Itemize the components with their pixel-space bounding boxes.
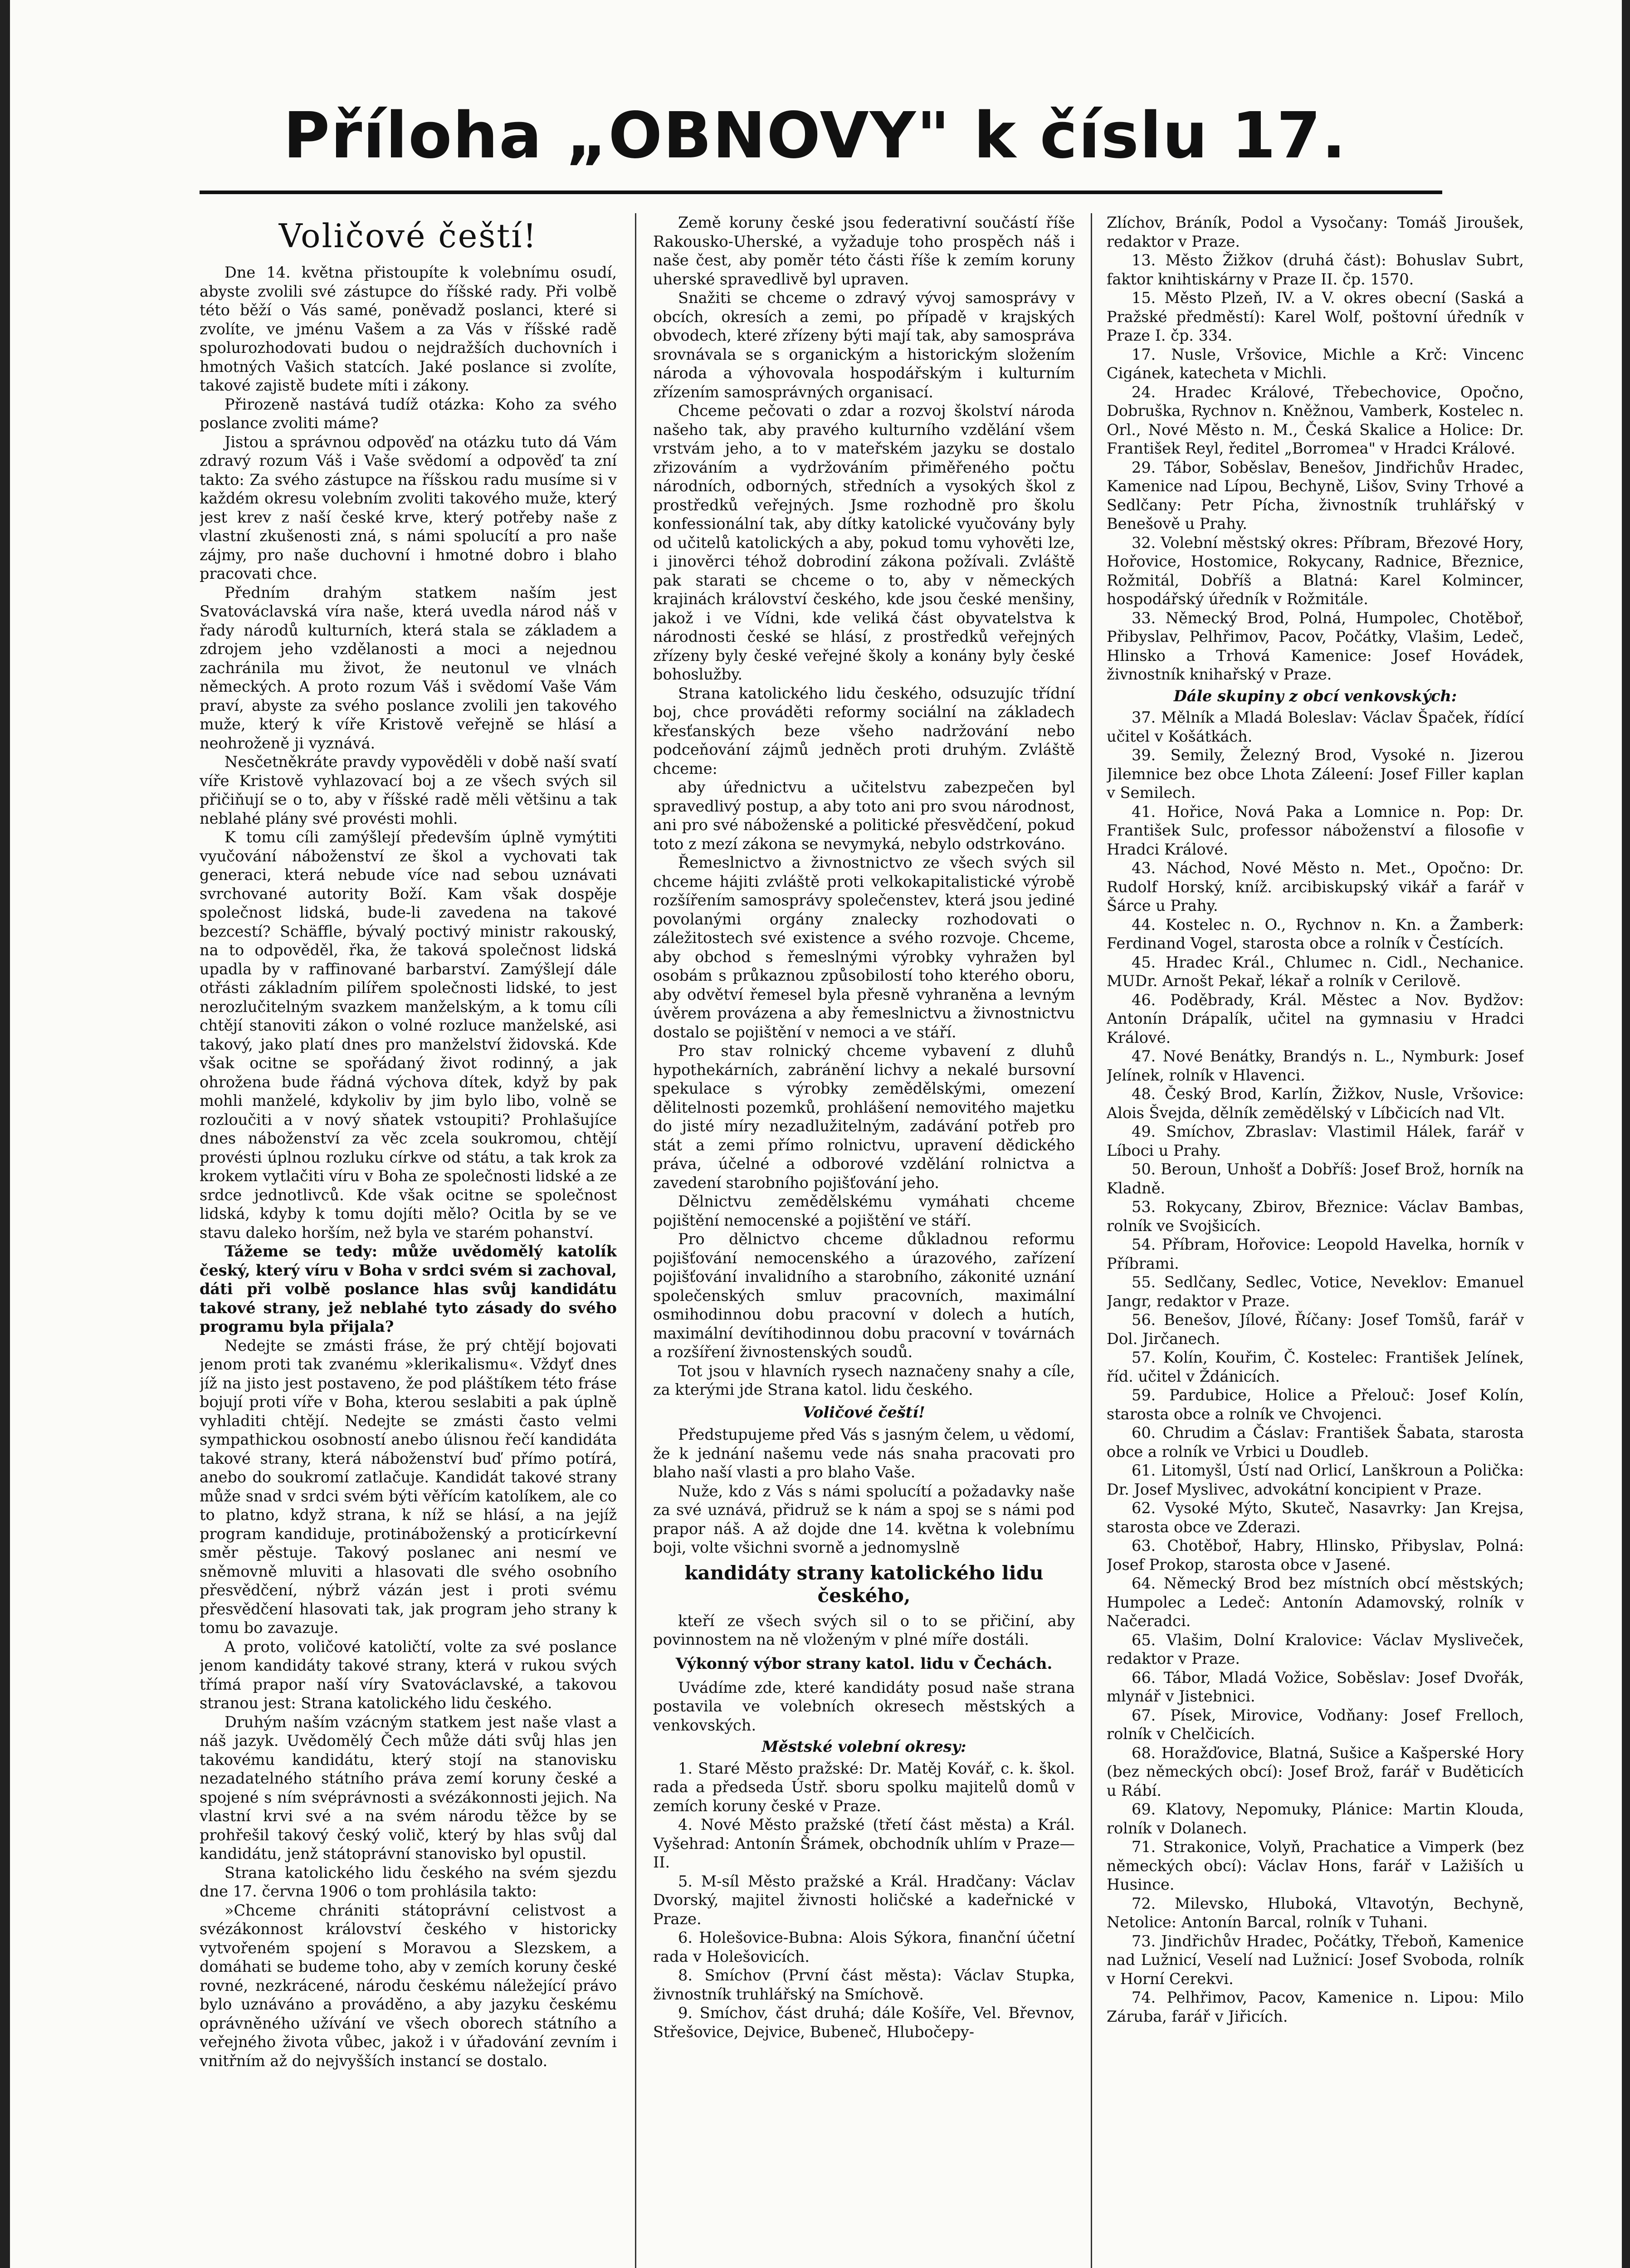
paragraph: Řemeslnictvo a živnostnictvo ze všech svých sil chceme hájiti zvláště proti velkokapitalistické výrobě rozšířením samosprávy společenstev, která jsou jediné povolanými orgány znalecky rozhodovati o záležitostech své existence a svého rozvoje. Chceme, aby obchod s řemeslnými výrobky vyhražen byl osobám s průkaznou způsobilostí toho kterého oboru, aby odvětví řemesel byla přesně vyhraněna a levným úvěrem provázena a aby řemeslnictvu a živnostnictvu dostalo se pojištění v nemoci a ve stáří. (653, 854, 1075, 1041)
paragraph: Dělnictvu zemědělskému vymáhati chceme pojištění nemocenské a pojištění ve stáří. (653, 1193, 1075, 1229)
article-title: Voličové čeští! (278, 217, 538, 255)
paragraph: K tomu cíli zamýšlejí především úplně vymýtiti vyučování náboženství ze škol a vychovati tak generaci, která nebude více nad sebou uznávati svrchované autority Boží. Kam však dospěje společnost lidská, bude-li zavedena na takové bezcestí? Schäffle, bývalý poctivý ministr rakouský, na to odpověděl, řka, že taková společnost lidská upadla by v raffinované barbarství. Zamýšlejí dále otřásti základním pilířem společnosti lidské, to jest nerozlučitelným svazkem manželským, a k tomu cíli chtějí stanoviti zákon o volné rozluce manželské, asi takový, jako platí dnes pro manželství židovská. Kde však ocitne se spořádaný život rodinný, a jak ohrožena bude řádná výchova dítek, když by pak mohli manželé, kdykoliv by jim bylo libo, volně se rozloučiti a v nový sňatek vstoupiti? Prohlašujíce dnes náboženství za věc zcela soukromou, chtějí provésti úplnou rozluku církve od státu, a tak krok za krokem vytlačiti víru v Boha ze společnosti lidské a ze srdce jednotlivců. Kde však ocitne se společnost lidská, kdyby k tomu dojíti mělo? Ocitla by se ve stavu daleko horším, než byla ve starém pohanství. (200, 828, 617, 1242)
list-item: 29. Tábor, Soběslav, Benešov, Jindřichův Hradec, Kamenice nad Lípou, Bechyně, Lišov, Sviny Trhové a Sedlčany: Petr Pícha, živnostník truhlářský v Benešově u Prahy. (1107, 458, 1524, 533)
list-item: 72. Milevsko, Hluboká, Vltavotýn, Bechyně, Netolice: Antonín Barcal, rolník v Tuhani. (1107, 1894, 1524, 1931)
candidate-list-urban-cont (1107, 213, 1524, 684)
list-item: 53. Rokycany, Zbirov, Březnice: Václav Bambas, rolník ve Svojšicích. (1107, 1198, 1524, 1235)
paragraph: kteří ze všech svých sil o to se přičiní, aby povinnostem na ně vloženým v plné míře dostáli. (653, 1612, 1075, 1648)
paragraph: »Chceme chrániti státoprávní celistvost a svézákonnost království českého v historicky vytvořeném spojení s Moravou a Slezskem, a domáhati se budeme toho, aby v zemích koruny české rovné, nezkrácené, národu českému náležející právo bylo uznáváno a prováděno, a aby jazyku českému oprávněného užívání ve všech oborech státního a veřejného života vůbec, jakož i v úřadování zevním i vnitřním až do nejvyšších instancí se dostalo. (200, 1901, 617, 2070)
committee-signature: Výkonný výbor strany katol. lidu v Čechách. (675, 1654, 1053, 1673)
column-2 (653, 213, 1075, 2268)
paragraph: Uvádíme zde, které kandidáty posud naše strana postavila ve volebních okresech městských a venkovských. (653, 1678, 1075, 1734)
paragraph: Jistou a správnou odpověď na otázku tuto dá Vám zdravý rozum Váš i Vaše svědomí a odpověď ta zní takto: Za svého zástupce na říšskou radu musíme si v každém okresu volebním zvoliti takového muže, který jest krev z naší české krve, který potřeby naše z vlastní zkušenosti zná, s námi spolucítí a pro naše zájmy, pro naše duchovní i hmotné dobro i blaho pracovati chce. (200, 433, 617, 582)
paragraph: Pro dělnictvo chceme důkladnou reformu pojišťování nemocenského a úrazového, zařízení pojišťování invalidního a starobního, zákonité uznání společenských smluv pracovních, maximální osmihodinnou dobu pracovní v dolech a hutích, maximální devítihodinnou dobu pracovní v továrnách a rozšíření živnostenských soudů. (653, 1230, 1075, 1361)
list-item: 66. Tábor, Mladá Vožice, Soběslav: Josef Dvořák, mlynář v Jistebnici. (1107, 1668, 1524, 1705)
list-item: 60. Chrudim a Čáslav: František Šabata, starosta obce a rolník ve Vrbici u Doudleb. (1107, 1424, 1524, 1461)
paragraph: Strana katolického lidu českého na svém sjezdu dne 17. června 1906 o tom prohlásila takto: (200, 1863, 617, 1900)
list-item: 71. Strakonice, Volyň, Prachatice a Vimperk (bez německých obcí): Václav Hons, farář v Lažiších u Husince. (1107, 1838, 1524, 1893)
paragraph: A proto, voličové katoličtí, volte za své poslance jenom kandidáty takové strany, která v rukou svých třímá prapor naší víry Svatováclavské, a takovou stranou jest: Strana katolického lidu českého. (200, 1637, 617, 1712)
list-item: 65. Vlašim, Dolní Kralovice: Václav Mysliveček, redaktor v Praze. (1107, 1631, 1524, 1667)
list-item: 9. Smíchov, část druhá; dále Košíře, Vel. Břevnov, Střešovice, Dejvice, Bubeneč, Hlubočepy- (653, 2004, 1075, 2041)
paragraph: Chceme pečovati o zdar a rozvoj školství národa našeho tak, aby pravého kulturního vzdělání všem vrstvám jeho, a to v mateřském jazyku se dostalo zřizováním a vydržováním přiměřeného počtu národních, odborných, středních a vysokých škol z prostředků veřejných. Jsme rozhodně pro školu konfessionální tak, aby dítky katolické vyučovány byly od učitelů katolických a aby, pokud tomu vyhověti lze, i jinověrci téhož dobrodiní zákona požívali. Zvláště pak starati se chceme o to, aby v německých krajinách království českého, kde jsou české menšiny, jakož i ve Vídni, kde veliká část obyvatelstva k národnosti české se hlásí, z prostředků veřejných zřízeny byly české veřejné školy a konány byly české bohoslužby. (653, 402, 1075, 683)
list-item: 62. Vysoké Mýto, Skuteč, Nasavrky: Jan Krejsa, starosta obce ve Zderazi. (1107, 1499, 1524, 1536)
paragraph: Předstupujeme před Vás s jasným čelem, u vědomí, že k jednání našemu vede nás snaha pracovati pro blaho naší vlasti a pro blaho Vaše. (653, 1426, 1075, 1481)
list-item: 73. Jindřichův Hradec, Počátky, Třeboň, Kamenice nad Lužnicí, Veselí nad Lužnicí: Josef Svoboda, rolník v Horní Cerekvi. (1107, 1932, 1524, 1988)
list-item: 15. Město Plzeň, IV. a V. okres obecní (Saská a Pražské předměstí): Karel Wolf, poštovní úředník v Praze I. čp. 334. (1107, 289, 1524, 344)
list-item: 61. Litomyšl, Ústí nad Orlicí, Lanškroun a Polička: Dr. Josef Myslivec, advokátní koncipient v Praze. (1107, 1461, 1524, 1498)
paragraph: Pro stav rolnický chceme vybavení z dluhů hypothekárních, zabránění lichvy a nekalé bursovní spekulace s výrobky zemědělskými, omezení dělitelnosti pozemků, prohlášení nemovitého majetku do jisté míry nezadlužitelným, zadávání potřeb pro stát a zemi přímo rolnictvu, upravení dědického práva, účelné a odborové vzdělání rolnictva a zavedení starobního pojišťování jeho. (653, 1042, 1075, 1192)
paragraph: Druhým naším vzácným statkem jest naše vlast a náš jazyk. Uvědomělý Čech může dáti svůj hlas jen takovému kandidátu, který stojí na stanovisku nezadatelného státního práva zemí koruny české a spojené s ním svéprávnosti a svézákonnosti jejich. Na vlastní krvi své a na svém národu těžce by se prohřešil takový český volič, který by hlas svůj dal kandidátu, jenž státoprávní stanovisko byl opustil. (200, 1713, 617, 1862)
list-item: 5. M-síl Město pražské a Král. Hradčany: Václav Dvorský, majitel živnosti holičské a kadeřnické v Praze. (653, 1872, 1075, 1928)
rural-districts-heading: Dále skupiny z obcí venkovských: (1173, 687, 1457, 705)
paragraph: Snažiti se chceme o zdravý vývoj samosprávy v obcích, okresích a zemi, po případě v krajských obvodech, které zřízeny býti mají tak, aby samospráva srovnávala se s organickým a historickým složením národa a výhovovala hospodářským i kulturním zřízením samosprávných organisací. (653, 289, 1075, 401)
paragraph: Nesčetněkráte pravdy vypověděli v době naší svatí víře Kristově vyhlazovací boj a ze všech svých sil přičiňují se o to, aby v říšské radě měli většinu a tak neblahé plány své provésti mohli. (200, 753, 617, 827)
list-item: 17. Nusle, Vršovice, Michle a Krč: Vincenc Cigánek, katecheta v Michli. (1107, 345, 1524, 382)
list-item: 6. Holešovice-Bubna: Alois Sýkora, finanční účetní rada v Holešovicích. (653, 1929, 1075, 1965)
paragraph: Nuže, kdo z Vás s námi spolucítí a požadavky naše za své uznává, přidruž se k nám a spoj se s námi pod prapor náš. A až dojde dne 14. května k volebnímu boji, volte všichni svorně a jednomyslně (653, 1482, 1075, 1556)
section-heading: Voličové čeští! (803, 1403, 925, 1421)
list-item: 55. Sedlčany, Sedlec, Votice, Neveklov: Emanuel Jangr, redaktor v Praze. (1107, 1273, 1524, 1310)
list-item: 13. Město Žižkov (druhá část): Bohuslav Subrt, faktor knihtiskárny v Praze II. čp. 1570. (1107, 251, 1524, 288)
list-item: 48. Český Brod, Karlín, Žižkov, Nusle, Vršovice: Alois Švejda, dělník zemědělský v Líbčicích nad Vlt. (1107, 1085, 1524, 1122)
column-1 (200, 213, 617, 2268)
list-item: 64. Německý Brod bez místních obcí městských; Humpolec a Ledeč: Antonín Adamovský, rolník v Načeradci. (1107, 1574, 1524, 1630)
paragraph: Dne 14. května přistoupíte k volebnímu osudí, abyste zvolili své zástupce do říšské rady. Při volbě této běží o Vás samé, poněvadž poslanci, které si zvolíte, ve jménu Vašem a za Vás v říšské radě spolurozhodovati budou o nejdražších duchovních i hmotných Vašich statcích. Jaké poslance si zvolíte, takové zajistě budete míti i zákony. (200, 264, 617, 394)
paragraph: Tážeme se tedy: může uvědomělý katolík český, který víru v Boha v srdci svém si zachoval, dáti při volbě poslance hlas svůj kandidátu takové strany, jež neblahé tyto zásady do svého programu byla přijala? (200, 1242, 617, 1335)
column-divider-1 (635, 213, 636, 2268)
column-3 (1107, 213, 1524, 2268)
list-item: 67. Písek, Mirovice, Vodňany: Josef Frelloch, rolník v Chelčicích. (1107, 1706, 1524, 1743)
list-item: 69. Klatovy, Nepomuky, Plánice: Martin Klouda, rolník v Dolanech. (1107, 1800, 1524, 1837)
list-item: 68. Horažďovice, Blatná, Sušice a Kašperské Hory (bez německých obcí): Josef Brož, farář v Buděticích u Rábí. (1107, 1744, 1524, 1799)
paragraph: Předním drahým statkem naším jest Svatováclavská víra naše, která uvedla národ náš v řady národů kulturních, která stala se základem a zdrojem jeho vzdělanosti a moci a nejednou zachránila mu život, že neutonul ve vlnách německých. A proto rozum Váš i svědomí Vaše Vám praví, abyste za svého poslance zvolili jen takového muže, který k víře Kristově veřejně se hlásí a neohroženě ji vyznává. (200, 583, 617, 752)
paragraph: Přirozeně nastává tudíž otázka: Koho za svého poslance zvoliti máme? (200, 395, 617, 432)
list-item: 32. Volební městský okres: Příbram, Březové Hory, Hořovice, Hostomice, Rokycany, Radnice, Březnice, Rožmitál, Dobříš a Blatná: Karel Kolmincer, hospodářský úředník v Rožmitále. (1107, 533, 1524, 608)
column-divider-2 (1091, 213, 1092, 2268)
list-item: 4. Nové Město pražské (třetí část města) a Král. Vyšehrad: Antonín Šrámek, obchodník uhlím v Praze—II. (653, 1816, 1075, 1871)
list-item: 41. Hořice, Nová Paka a Lomnice n. Pop: Dr. František Sulc, professor náboženství a filosofie v Hradci Králové. (1107, 802, 1524, 858)
scan-left-edge (0, 0, 10, 2268)
list-item: 39. Semily, Železný Brod, Vysoké n. Jizerou Jilemnice bez obce Lhota Záleení: Josef Filler kaplan v Semilech. (1107, 746, 1524, 802)
list-item: 63. Chotěboř, Habry, Hlinsko, Přibyslav, Polná: Josef Prokop, starosta obce v Jasené. (1107, 1537, 1524, 1574)
paragraph: Strana katolického lidu českého, odsuzujíc třídní boj, chce prováděti reformy sociální na základech křesťanských beze všeho nadržování nebo podceňování zájmů jedněch proti druhým. Zvláště chceme: (653, 684, 1075, 777)
urban-districts-heading: Městské volební okresy: (761, 1738, 966, 1755)
list-item: 49. Smíchov, Zbraslav: Vlastimil Hálek, farář v Líboci u Prahy. (1107, 1123, 1524, 1159)
list-item: 37. Mělník a Mladá Boleslav: Václav Špaček, řídící učitel v Košátkách. (1107, 709, 1524, 745)
list-item: Zlíchov, Bráník, Podol a Vysočany: Tomáš Jiroušek, redaktor v Praze. (1107, 214, 1524, 250)
list-item: 8. Smíchov (První část města): Václav Stupka, živnostník truhlářský na Smíchově. (653, 1966, 1075, 2003)
list-item: 1. Staré Město pražské: Dr. Matěj Kovář, c. k. škol. rada a předseda Ústř. sboru spolku majitelů domů v zemích koruny české v Praze. (653, 1759, 1075, 1815)
list-item: 44. Kostelec n. O., Rychnov n. Kn. a Žamberk: Ferdinand Vogel, starosta obce a rolník v Čestících. (1107, 915, 1524, 952)
list-item: 50. Beroun, Unhošť a Dobříš: Josef Brož, horník na Kladně. (1107, 1160, 1524, 1197)
paragraph: Země koruny české jsou federativní součástí říše Rakousko-Uherské, a vyžaduje toho prospěch náš i naše čest, aby poměr této části říše k zemím koruny uherské spravedlivě byl upraven. (653, 214, 1075, 288)
list-item: 46. Poděbrady, Král. Městec a Nov. Bydžov: Antonín Drápalík, učitel na gymnasiu v Hradci Králové. (1107, 991, 1524, 1046)
list-item: 24. Hradec Králové, Třebechovice, Opočno, Dobruška, Rychnov n. Kněžnou, Vamberk, Kostelec n. Orl., Nové Město n. M., Česká Skalice a Holice: Dr. František Reyl, ředitel „Borromea" v Hradci Králové. (1107, 383, 1524, 457)
candidate-list-rural (1107, 708, 1524, 2026)
list-item: 33. Německý Brod, Polná, Humpolec, Chotěboř, Přibyslav, Pelhřimov, Pacov, Počátky, Vlašim, Ledeč, Hlinsko a Trhová Kamenice: Josef Hovádek, živnostník knihařský v Praze. (1107, 609, 1524, 683)
paragraph: Nedejte se zmásti fráse, že prý chtějí bojovati jenom proti tak zvanému »klerikalismu«. Vždyť dnes jíž na jisto jest postaveno, že pod pláštíkem této fráse bojují proti víře v Boha, kterou seslabiti a pak úplně vyhladiti chtějí. Nedejte se zmásti často velmi sympathickou osobností anebo úlisnou řečí kandidáta takové strany, která náboženství buď přímo potírá, anebo do soukromí zatlačuje. Kandidát takové strany může snad v srdci svém býti věřícím katolíkem, ale co to platno, když strana, k níž se hlásí, a na jejíž program kandiduje, protináboženský a proticírkevní směr pěstuje. Takový poslanec ani nesmí ve sněmovně mluviti a hlasovati dle svého osobního přesvědčení, nýbrž vázán jest i proti svému přesvědčení hlasovati tak, jak program jeho strany k tomu bo zavazuje. (200, 1336, 617, 1637)
list-item: 59. Pardubice, Holice a Přelouč: Josef Kolín, starosta obce a rolník ve Chvojenci. (1107, 1386, 1524, 1423)
candidates-heading: kandidáty strany katolického lidu českého, (684, 1561, 1044, 1607)
candidate-list-urban (653, 1759, 1075, 2042)
scan-right-edge (1622, 0, 1630, 2268)
list-item: 43. Náchod, Nové Město n. Met., Opočno: Dr. Rudolf Horský, kníž. arcibiskupský vikář a farář v Šárce u Prahy. (1107, 859, 1524, 914)
paragraph: aby úřednictvu a učitelstvu zabezpečen byl spravedlivý postup, a aby toto ani pro svou národnost, ani pro své náboženské a politické přesvědčení, pokud toto z mezí zákona se nevymyká, nebylo odstrkováno. (653, 778, 1075, 853)
masthead-title: Příloha „OBNOVY" k číslu 17. (283, 99, 1347, 173)
list-item: 45. Hradec Král., Chlumec n. Cidl., Nechanice. MUDr. Arnošt Pekař, lékař a rolník v Cerilově. (1107, 953, 1524, 990)
list-item: 54. Příbram, Hořovice: Leopold Havelka, horník v Příbrami. (1107, 1236, 1524, 1272)
list-item: 74. Pelhřimov, Pacov, Kamenice n. Lipou: Milo Záruba, farář v Jiřicích. (1107, 1989, 1524, 2025)
list-item: 56. Benešov, Jílové, Říčany: Josef Tomšů, farář v Dol. Jirčanech. (1107, 1311, 1524, 1348)
paragraph: Tot jsou v hlavních rysech naznačeny snahy a cíle, za kterými jde Strana katol. lidu českého. (653, 1362, 1075, 1398)
list-item: 57. Kolín, Kouřim, Č. Kostelec: František Jelínek, říd. učitel v Ždánicích. (1107, 1349, 1524, 1385)
list-item: 47. Nové Benátky, Brandýs n. L., Nymburk: Josef Jelínek, rolník v Hlavenci. (1107, 1047, 1524, 1084)
masthead-rule (200, 191, 1442, 194)
